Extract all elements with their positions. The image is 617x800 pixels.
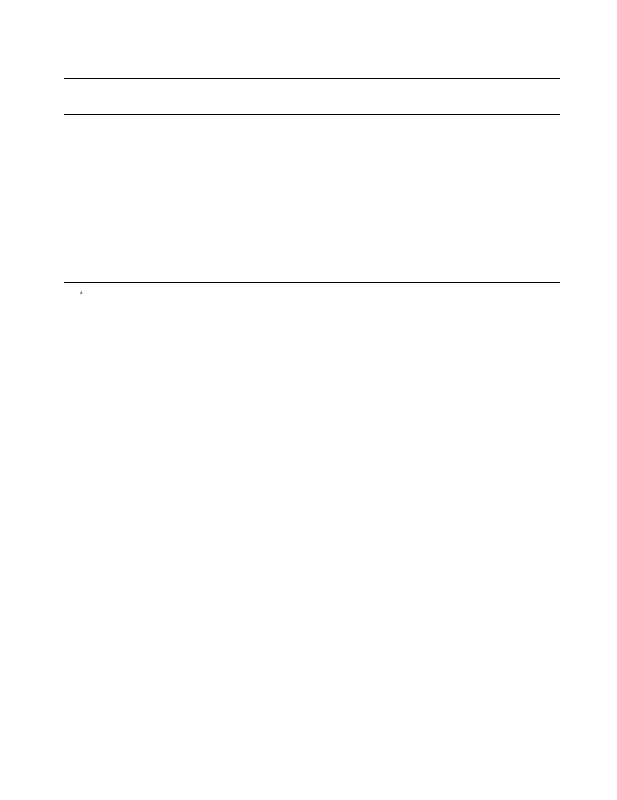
table-header-cell [64, 84, 124, 112]
table-header-cell [124, 84, 180, 112]
table-top-rule [64, 78, 560, 79]
figure-caption [316, 690, 560, 700]
table-bottom-rule [64, 282, 560, 283]
zeolite-table [64, 84, 560, 112]
table-header-cell [432, 84, 560, 112]
table-header-rule [64, 114, 560, 115]
right-column [316, 308, 560, 312]
table-footnote: a [80, 290, 83, 296]
table-header-cell [390, 84, 432, 112]
table-header-cell [180, 84, 270, 112]
table-header-cell [270, 84, 390, 112]
isotherm-figure [316, 610, 560, 682]
table-caption [64, 66, 72, 75]
